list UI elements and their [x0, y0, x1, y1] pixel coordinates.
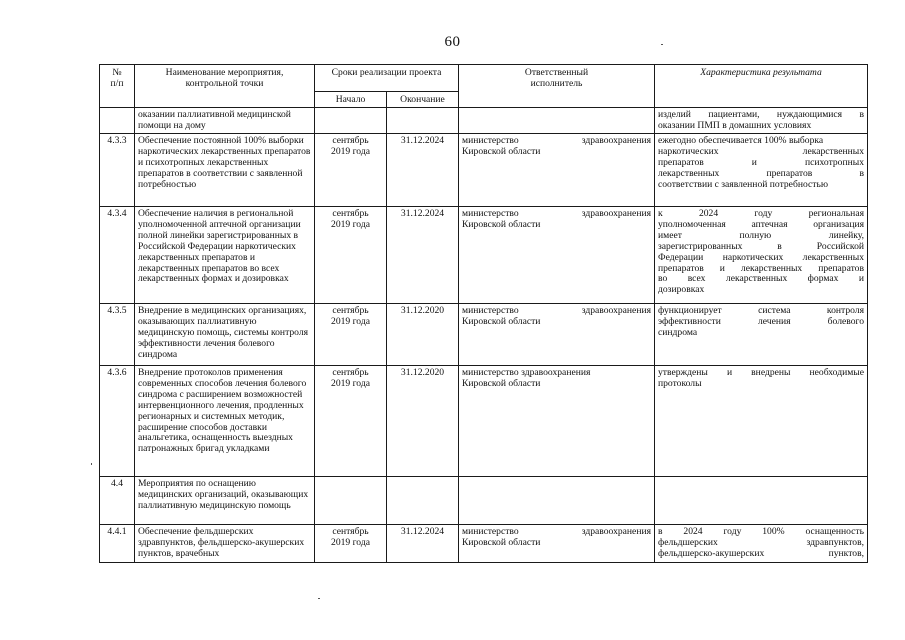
- row-name: оказании паллиативной медицинской помощи на дому: [135, 108, 315, 134]
- row-name: Мероприятия по оснащению медицинских организаций, оказывающих паллиативную медицинскую помощь: [135, 477, 315, 525]
- row-responsible: [459, 134, 655, 207]
- row-start: сентябрь 2019 года: [315, 366, 387, 477]
- row-end: 31.12.2024: [387, 134, 459, 207]
- plan-table: [99, 64, 868, 563]
- table-row: [100, 207, 868, 304]
- header-period: Сроки реализации проекта: [315, 65, 459, 92]
- row-start: [315, 477, 387, 525]
- row-responsible-line: министерство здравоохранения: [462, 305, 651, 316]
- row-start: сентябрь 2019 года: [315, 134, 387, 207]
- table-row: [100, 366, 868, 477]
- row-result-line: дозировках: [658, 284, 705, 296]
- scan-speck: [318, 598, 320, 599]
- row-responsible: [459, 477, 655, 525]
- row-responsible-line: Кировской области: [462, 377, 541, 389]
- header-responsible: Ответственный исполнитель: [459, 65, 655, 108]
- row-responsible: [459, 304, 655, 366]
- row-result-line: лекарственных препаратов в: [658, 167, 864, 179]
- row-end: 31.12.2024: [387, 207, 459, 304]
- row-responsible-line: министерство здравоохранения: [462, 367, 591, 378]
- row-result: [655, 525, 868, 563]
- row-result-line: соответствии с заявленной потребностью: [658, 178, 828, 190]
- scan-speck: [91, 463, 92, 465]
- row-start: [315, 108, 387, 134]
- row-result-line: наркотических лекарственных: [658, 145, 864, 157]
- row-result-line: синдрома: [658, 326, 698, 338]
- row-end: [387, 108, 459, 134]
- row-number: [100, 108, 135, 134]
- row-responsible-line: Кировской области: [462, 315, 541, 327]
- row-name: Обеспечение наличия в региональной уполномоченной аптечной организации полной линейки зарегистрированных в Российской Федерации наркотических лекарственных препаратов и лекарственных препаратов во всех лекарственных формах и дозировках: [135, 207, 315, 304]
- row-result: [655, 207, 868, 304]
- table-row: [100, 525, 868, 563]
- header-number: № п/п: [100, 65, 135, 108]
- row-result-line: имеет полную линейку,: [658, 229, 864, 241]
- row-number: 4.3.5: [100, 304, 135, 366]
- row-responsible-line: министерство здравоохранения: [462, 135, 651, 146]
- header-name: Наименование мероприятия, контрольной точки: [135, 65, 315, 108]
- row-result-line: протоколы: [658, 377, 702, 389]
- row-responsible-line: Кировской области: [462, 218, 541, 230]
- row-responsible-line: министерство здравоохранения: [462, 208, 651, 219]
- row-end: 31.12.2020: [387, 366, 459, 477]
- table-row: [100, 477, 868, 525]
- row-start: сентябрь 2019 года: [315, 525, 387, 563]
- row-start: сентябрь 2019 года: [315, 304, 387, 366]
- header-end: Окончание: [387, 92, 459, 108]
- row-result-line: изделий пациентами, нуждающимися в: [658, 109, 864, 120]
- row-result: [655, 477, 868, 525]
- row-result-line: в 2024 году 100% оснащенность: [658, 526, 864, 537]
- row-result-line: фельдшерско-акушерских пунктов,: [658, 547, 864, 559]
- row-name: Внедрение протоколов применения современных способов лечения болевого синдрома с расширением возможностей интервенционного лечения, продленных регионарных и системных методик, расширение способов доставки анальгетика, оснащенность выездных патронажных бригад укладками: [135, 366, 315, 477]
- row-result-line: зарегистрированных в Российской: [658, 240, 864, 252]
- row-result-line: эффективности лечения болевого: [658, 315, 864, 327]
- row-result-line: Федерации наркотических лекарственных: [658, 251, 864, 263]
- row-result-line: уполномоченная аптечная организация: [658, 218, 864, 230]
- row-responsible: [459, 366, 655, 477]
- row-responsible-line: Кировской области: [462, 145, 541, 157]
- row-start: сентябрь 2019 года: [315, 207, 387, 304]
- row-result-line: препаратов и психотропных: [658, 156, 864, 168]
- row-result-line: во всех лекарственных формах и: [658, 273, 864, 285]
- row-result-line: утверждены и внедрены необходимые: [658, 367, 864, 378]
- row-result: [655, 134, 868, 207]
- row-result-line: фельдшерских здравпунктов,: [658, 536, 864, 548]
- header-start: Начало: [315, 92, 387, 108]
- row-result-line: оказании ПМП в домашних условиях: [658, 119, 812, 131]
- row-result-line: препаратов и лекарственных препаратов: [658, 262, 864, 274]
- row-result-line: функционирует система контроля: [658, 305, 864, 316]
- row-end: 31.12.2024: [387, 525, 459, 563]
- table-row: [100, 134, 868, 207]
- row-responsible: [459, 525, 655, 563]
- row-end: [387, 477, 459, 525]
- row-end: 31.12.2020: [387, 304, 459, 366]
- row-number: 4.3.4: [100, 207, 135, 304]
- page-number: 60: [444, 34, 461, 50]
- table-row: [100, 108, 868, 134]
- row-result: [655, 304, 868, 366]
- row-result: [655, 108, 868, 134]
- row-number: 4.4: [100, 477, 135, 525]
- scan-speck: [661, 44, 663, 45]
- row-responsible: [459, 207, 655, 304]
- row-name: Обеспечение постоянной 100% выборки наркотических лекарственных препаратов и психотропных лекарственных препаратов в соответствии с заявленной потребностью: [135, 134, 315, 207]
- row-name: Обеспечение фельдшерских здравпунктов, фельдшерско-акушерских пунктов, врачебных: [135, 525, 315, 563]
- row-number: 4.3.3: [100, 134, 135, 207]
- row-result-line: к 2024 году региональная: [658, 208, 864, 219]
- row-responsible-line: Кировской области: [462, 536, 541, 548]
- row-name: Внедрение в медицинских организациях, оказывающих паллиативную медицинскую помощь, системы контроля эффективности лечения болевого синдрома: [135, 304, 315, 366]
- row-number: 4.3.6: [100, 366, 135, 477]
- row-responsible-line: министерство здравоохранения: [462, 526, 651, 537]
- table-row: [100, 304, 868, 366]
- row-responsible: [459, 108, 655, 134]
- row-result-line: ежегодно обеспечивается 100% выборка: [658, 135, 824, 146]
- row-number: 4.4.1: [100, 525, 135, 563]
- header-result: Характеристика результата: [655, 65, 868, 108]
- row-result: [655, 366, 868, 477]
